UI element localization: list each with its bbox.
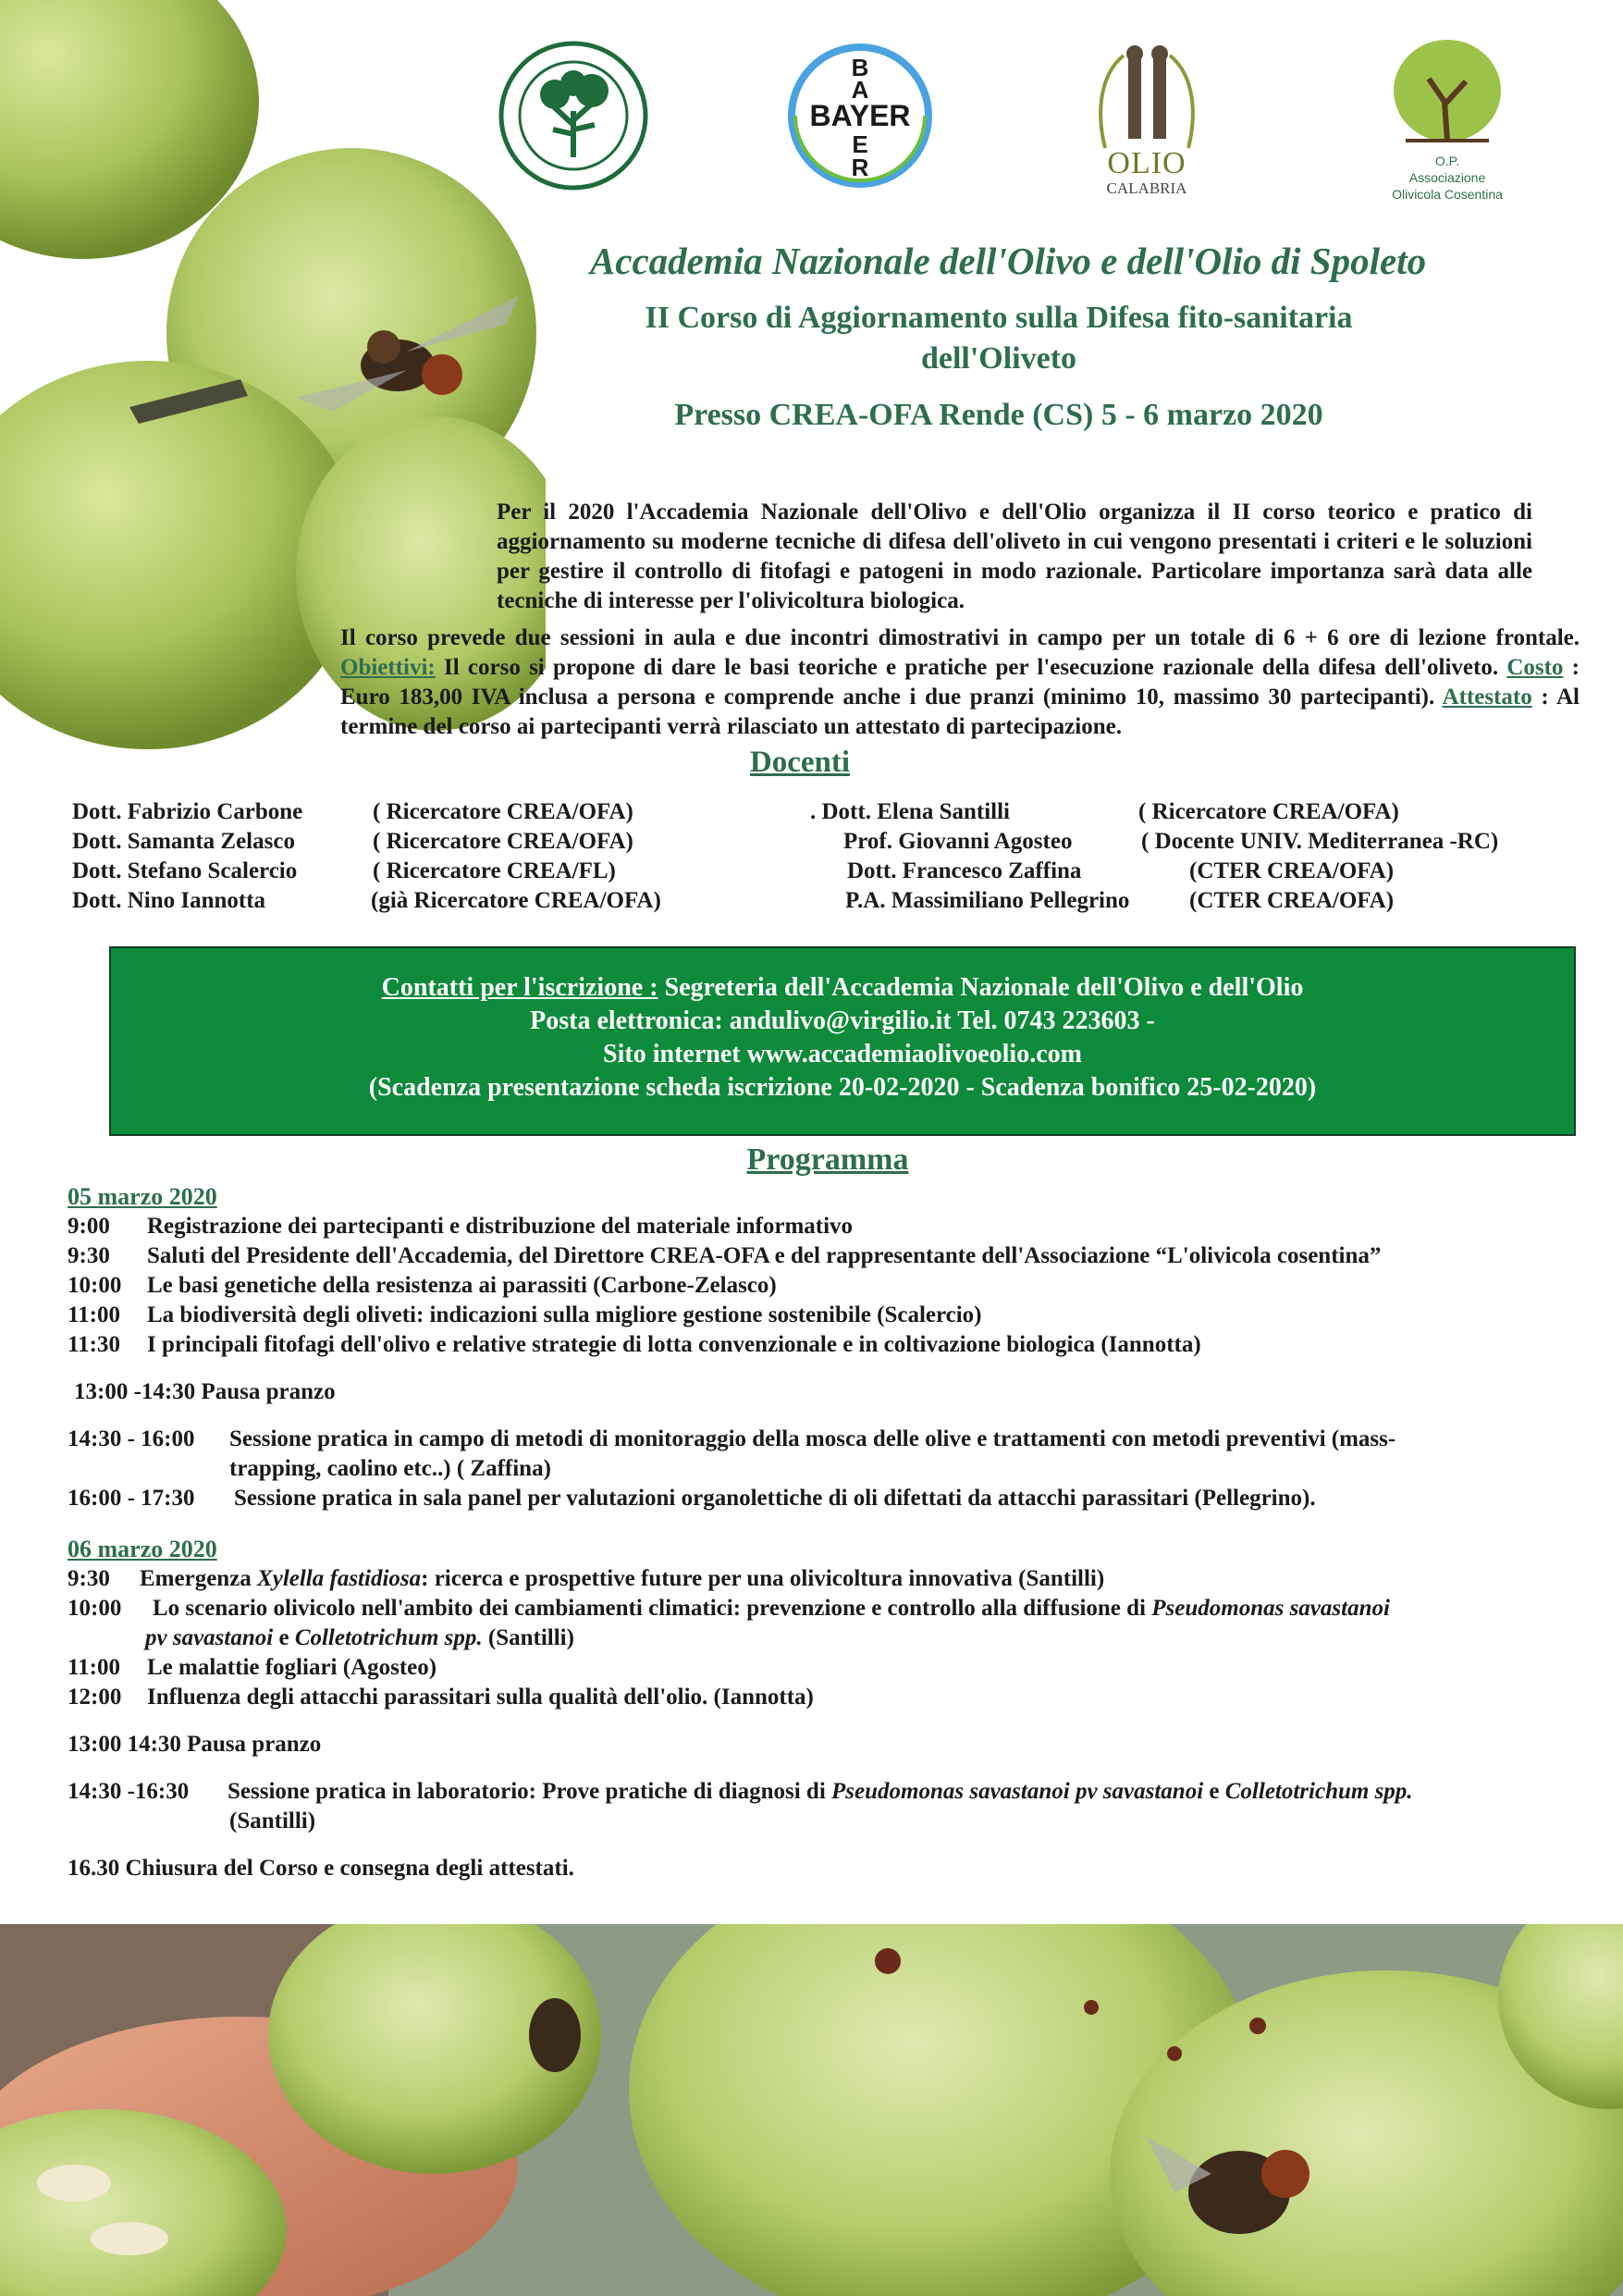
obiettivi-label: Obiettivi: bbox=[340, 655, 436, 680]
op-logo-line1: O.P. bbox=[1434, 154, 1460, 168]
schedule-text: Lo scenario olivicolo nell'ambito dei cambiamenti climatici: prevenzione e controllo alla diffusione di bbox=[153, 1596, 1152, 1621]
intro-p2-b: Il corso si propone di dare le basi teoriche e pratiche per l'esecuzione razionale della difesa dell'oliveto. bbox=[435, 655, 1507, 680]
intro-p2-a: Il corso prevede due sessioni in aula e due incontri dimostrativi in campo per un totale di 6 + 6 ore di lezione frontale. bbox=[340, 625, 1580, 650]
schedule-time: 9:30 bbox=[68, 1566, 110, 1591]
svg-text:E: E bbox=[852, 130, 868, 158]
docente-row bbox=[72, 886, 793, 916]
docente-name: . Dott. Elena Santilli bbox=[810, 799, 1010, 824]
olive-larvae-photo-bottom bbox=[0, 1924, 1623, 2296]
olio-calabria-logo bbox=[1087, 37, 1207, 204]
schedule-item bbox=[68, 1241, 1593, 1271]
species-name: Colletotrichum spp. bbox=[294, 1625, 483, 1650]
schedule-time: 11:00 bbox=[68, 1655, 120, 1680]
species-name: Pseudomonas savastanoi bbox=[1151, 1596, 1390, 1621]
course-subtitle-line2: dell'Oliveto bbox=[920, 341, 1077, 376]
olio-calabria-word: OLIO bbox=[1107, 146, 1187, 180]
schedule-item bbox=[68, 1212, 1593, 1241]
schedule-item bbox=[68, 1653, 1593, 1683]
schedule-item bbox=[68, 1594, 1593, 1623]
page-title: Accademia Nazionale dell'Olivo e dell'Olio di Spoleto bbox=[589, 240, 1427, 282]
docente-name: Dott. Nino Iannotta bbox=[72, 888, 266, 913]
docente-row bbox=[810, 857, 1578, 886]
docenti-left-list bbox=[72, 797, 793, 916]
costo-label: Costo bbox=[1506, 655, 1564, 680]
contact-website[interactable]: Sito internet www.accademiaolivoeolio.com bbox=[603, 1040, 1082, 1068]
docente-name: Dott. Samanta Zelasco bbox=[72, 829, 295, 854]
schedule-time: 9:00 bbox=[68, 1214, 110, 1239]
schedule-time: 11:00 bbox=[68, 1302, 120, 1327]
docente-name: P.A. Massimiliano Pellegrino bbox=[845, 888, 1130, 913]
species-name: Xylella fastidiosa bbox=[257, 1566, 422, 1591]
docente-name: Dott. Fabrizio Carbone bbox=[72, 799, 303, 824]
contact-email-phone[interactable]: Posta elettronica: andulivo@virgilio.it Tel. 0743 223603 - bbox=[530, 1006, 1155, 1035]
closing-item: 16.30 Chiusura del Corso e consegna degli attestati. bbox=[68, 1856, 574, 1881]
accademia-seal-logo bbox=[498, 37, 650, 194]
attestato-label: Attestato bbox=[1442, 685, 1532, 710]
schedule-text: Le malattie fogliari (Agosteo) bbox=[147, 1655, 437, 1680]
programma-day1 bbox=[68, 1182, 1593, 1513]
schedule-item bbox=[68, 1683, 1593, 1712]
docente-role: ( Ricercatore CREA/OFA) bbox=[1138, 799, 1399, 824]
schedule-text: Registrazione dei partecipanti e distribuzione del materiale informativo bbox=[147, 1214, 854, 1239]
schedule-text: Sessione pratica in sala panel per valutazioni organolettiche di oli difettati da attacchi parassitari (Pellegrino). bbox=[234, 1486, 1316, 1511]
intro-paragraph-2 bbox=[340, 623, 1580, 742]
svg-text:A: A bbox=[851, 76, 869, 104]
schedule-text-continued: trapping, caolino etc..) ( Zaffina) bbox=[229, 1456, 551, 1481]
species-name: Colletotrichum spp. bbox=[1224, 1779, 1413, 1804]
schedule-time: 9:30 bbox=[68, 1243, 110, 1268]
schedule-text: Emergenza bbox=[140, 1566, 258, 1591]
contact-label: Contatti per l'iscrizione : bbox=[381, 973, 658, 1002]
docenti-heading: Docenti bbox=[749, 746, 851, 779]
svg-text:R: R bbox=[851, 154, 869, 181]
contact-line-1 bbox=[111, 971, 1574, 1005]
day2-date: 06 marzo 2020 bbox=[68, 1536, 217, 1562]
schedule-time: 12:00 bbox=[68, 1685, 122, 1710]
docente-row bbox=[72, 827, 793, 857]
schedule-time: 10:00 bbox=[68, 1273, 122, 1298]
schedule-item bbox=[68, 1777, 1593, 1807]
day1-date: 05 marzo 2020 bbox=[68, 1183, 217, 1210]
schedule-text-continued: (Santilli) bbox=[229, 1808, 316, 1833]
schedule-text: Le basi genetiche della resistenza ai parassiti (Carbone-Zelasco) bbox=[147, 1273, 777, 1298]
schedule-time: 14:30 -16:30 bbox=[68, 1779, 190, 1804]
schedule-text: Sessione pratica in campo di metodi di monitoraggio della mosca delle olive e trattamenti con metodi preventivi (mass- bbox=[229, 1426, 1396, 1451]
intro-paragraph-1: Per il 2020 l'Accademia Nazionale dell'Olivo e dell'Olio organizza il II corso teorico e pratico di aggiornamento su moderne tecniche di difesa dell'oliveto in cui vengono presentati i criteri e le soluzioni per gestire il controllo di fitofagi e patogeni in modo razionale. Particolare importanza sarà data alle tecniche di interesse per l'olivicoltura biologica. bbox=[497, 500, 1532, 613]
docente-name: Prof. Giovanni Agosteo bbox=[843, 829, 1073, 854]
docente-row bbox=[810, 886, 1578, 916]
course-subtitle-line1: II Corso di Aggiornamento sulla Difesa fito-sanitaria bbox=[645, 301, 1353, 335]
course-place-date: Presso CREA-OFA Rende (CS) 5 - 6 marzo 2020 bbox=[674, 398, 1323, 432]
schedule-text: Saluti del Presidente dell'Accademia, del Direttore CREA-OFA e del rappresentante dell'Associazione “L'olivicola cosentina” bbox=[147, 1243, 1382, 1268]
programma-heading: Programma bbox=[746, 1142, 909, 1177]
docente-role: (CTER CREA/OFA) bbox=[1189, 858, 1395, 883]
course-subtitle bbox=[573, 298, 1424, 379]
species-name: pv savastanoi bbox=[145, 1625, 274, 1650]
schedule-text-continued bbox=[68, 1623, 1593, 1653]
contact-box bbox=[109, 946, 1576, 1136]
docente-row bbox=[72, 857, 793, 886]
schedule-text: e bbox=[273, 1625, 295, 1650]
programma-day2 bbox=[68, 1535, 1593, 1883]
docente-role: ( Ricercatore CREA/OFA) bbox=[373, 799, 633, 824]
docente-role: (già Ricercatore CREA/OFA) bbox=[371, 888, 661, 913]
schedule-item bbox=[68, 1330, 1593, 1360]
bayer-cross-logo bbox=[786, 37, 934, 194]
schedule-text: Influenza degli attacchi parassitari sulla qualità dell'olio. (Iannotta) bbox=[147, 1685, 814, 1710]
schedule-text: I principali fitofagi dell'olivo e relative strategie di lotta convenzionale e in coltivazione biologica (Iannotta) bbox=[147, 1332, 1201, 1357]
contact-segreteria: Segreteria dell'Accademia Nazionale dell'Olivo e dell'Olio bbox=[658, 973, 1304, 1002]
schedule-text: (Santilli) bbox=[482, 1625, 574, 1650]
schedule-item bbox=[68, 1564, 1593, 1594]
schedule-time: 11:30 bbox=[68, 1332, 120, 1357]
intro-p2-d: : Al termine del corso ai partecipanti verrà rilasciato un attestato di partecipazione. bbox=[340, 685, 1580, 739]
day1-lunch-break: 13:00 -14:30 Pausa pranzo bbox=[74, 1379, 336, 1404]
svg-text:B: B bbox=[851, 54, 869, 81]
schedule-item bbox=[68, 1425, 1593, 1454]
docenti-right-list bbox=[810, 797, 1578, 916]
op-logo-line2: Associazione bbox=[1408, 170, 1486, 185]
schedule-item bbox=[68, 1484, 1593, 1513]
docente-row bbox=[72, 797, 793, 827]
intro-p2-c: : Euro 183,00 IVA inclusa a persona e comprende anche i due pranzi (minimo 10, massimo 30 partecipanti). bbox=[340, 655, 1580, 710]
docente-role: ( Ricercatore CREA/FL) bbox=[373, 858, 616, 883]
schedule-time: 14:30 - 16:00 bbox=[68, 1426, 195, 1451]
op-olive-tree-logo bbox=[1378, 37, 1517, 204]
schedule-text: La biodiversità degli oliveti: indicazioni sulla migliore gestione sostenibile (Scalercio) bbox=[147, 1302, 982, 1327]
day2-lunch-break: 13:00 14:30 Pausa pranzo bbox=[68, 1732, 322, 1757]
svg-text:BAYER: BAYER bbox=[809, 99, 911, 132]
docente-row bbox=[810, 797, 1578, 827]
docente-role: ( Ricercatore CREA/OFA) bbox=[373, 829, 633, 854]
schedule-text: e bbox=[1203, 1779, 1225, 1804]
schedule-text: Sessione pratica in laboratorio: Prove pratiche di diagnosi di bbox=[227, 1779, 832, 1804]
schedule-time: 10:00 bbox=[68, 1596, 122, 1621]
docente-name: Dott. Francesco Zaffina bbox=[847, 858, 1082, 883]
schedule-item bbox=[68, 1301, 1593, 1330]
op-logo-line3: Olivicola Cosentina bbox=[1392, 187, 1503, 202]
docente-role: (CTER CREA/OFA) bbox=[1189, 888, 1395, 913]
docente-name: Dott. Stefano Scalercio bbox=[72, 858, 298, 883]
schedule-item bbox=[68, 1271, 1593, 1301]
schedule-time: 16:00 - 17:30 bbox=[68, 1486, 195, 1511]
contact-deadlines: (Scadenza presentazione scheda iscrizione 20-02-2020 - Scadenza bonifico 25-02-2020) bbox=[368, 1073, 1317, 1102]
olio-calabria-region: CALABRIA bbox=[1106, 179, 1187, 197]
docente-role: ( Docente UNIV. Mediterranea -RC) bbox=[1141, 829, 1499, 854]
schedule-text: : ricerca e prospettive future per una olivicoltura innovativa (Santilli) bbox=[421, 1566, 1105, 1591]
docente-row bbox=[810, 827, 1578, 857]
species-name: Pseudomonas savastanoi pv savastanoi bbox=[831, 1779, 1204, 1804]
